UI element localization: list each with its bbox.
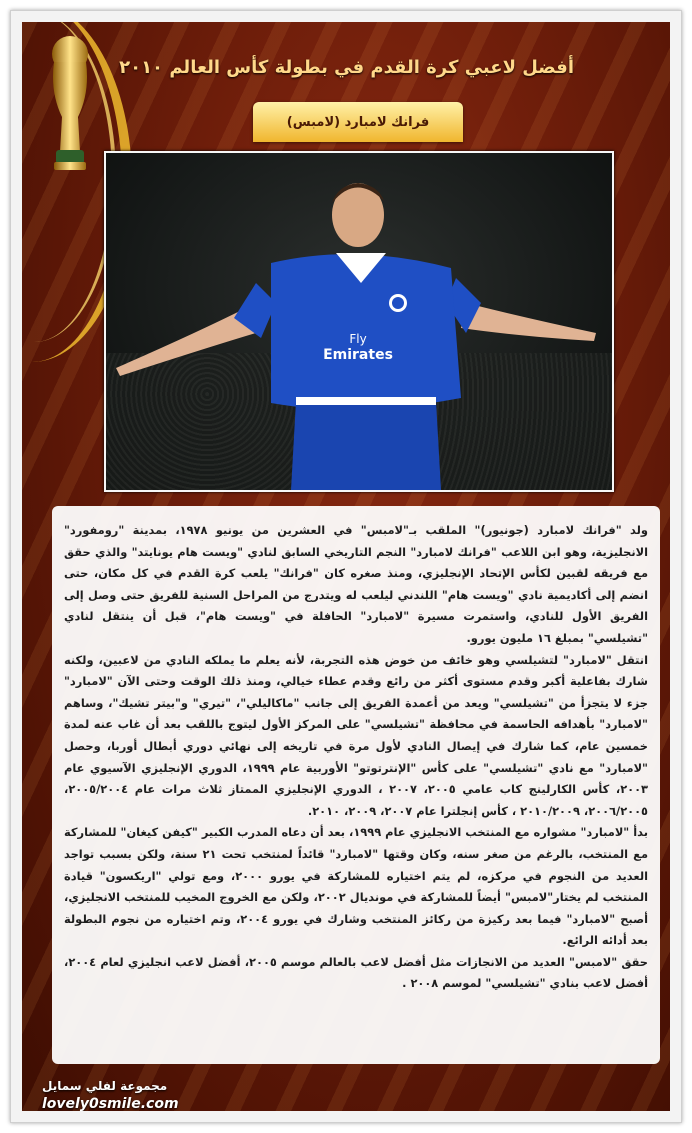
player-photo	[104, 151, 614, 492]
site-link[interactable]: lovely0smile.com	[42, 1096, 179, 1111]
page-frame	[10, 10, 682, 1123]
group-name: مجموعة لفلي سمايل	[42, 1079, 168, 1093]
article-paragraph: ولد "فرانك لامبارد (جونيور)" الملقب بـ"لامبس" في العشرين من يونيو ١٩٧٨، بمدينة "رومفورد" الانجليزية، وهو ابن اللاعب "فرانك لامبارد" النجم التاريخي السابق لنادي "ويست هام يونايتد" والذي حقق مع فريقه لقبين لكأس الإتحاد الإنجليزي، ومنذ صغره كان "فرانك" يلعب كرة القدم في كل مكان، حتى انضم إلى أكاديمية نادي "ويست هام" اللندني ليلعب له ويتدرج من المراحل السنية للفريق حتى وصل إلى الفريق الأول للنادي، واستمرت مسيرة "لامبارد" الحافلة في "ويست هام"، قبل أن ينتقل لنادي "تشيلسي" بمبلغ ١٦ مليون يورو.	[64, 523, 648, 645]
content-panel	[22, 22, 670, 1111]
shirt-sponsor-line-1: Fly	[349, 332, 367, 346]
world-cup-trophy-icon	[42, 32, 98, 182]
article-paragraph: انتقل "لامبارد" لتشيلسي وهو خائف من خوض هذه التجربة، لأنه يعلم ما يملكه النادي من لاعبين، ولكنه شارك بفاعلية أكبر وقدم مستوى أكثر من رائع وقدم عطاء خيالي، ومنذ ذلك الوقت وحتى الآن "لامبارد" جزء لا يتجزأ من "تشيلسي" ويعد من أعمدة الفريق إلى جانب "ماكاليلي"، "تيري" و"بيتر تشيك"، وساهم "لامبارد" بأهدافه الحاسمة في محافظة "تشيلسي" على المركز الأول ليتوج باللقب بعد أن غاب عنه لمدة خمسين عام، كما شارك في إيصال النادي لأول مرة في تاريخه إلى نهائي دوري أبطال أوربا، وحصل "لامبارد" مع نادي "تشيلسي" على كأس "الإنترتوتو" الأوربية عام ١٩٩٩، الدوري الإنجليزي الآسيوي عام ٢٠٠٣، كأس الكارلينج كاب عامي ٢٠٠٥، ٢٠٠٧ ، الدوري الإنجليزي الممتاز ثلاث مرات عام ٢٠٠٥/٢٠٠٤، ٢٠٠٦/٢٠٠٥، ٢٠١٠/٢٠٠٩ ، كأس إنجلترا عام ٢٠٠٧، ٢٠٠٩، ٢٠١٠.	[64, 652, 649, 818]
article-paragraph: حقق "لامبس" العديد من الانجازات مثل أفضل لاعب بالعالم موسم ٢٠٠٥، أفضل لاعب انجليزي لعام ٢٠٠٤، أفضل لاعب بنادي "تشيلسي" لموسم ٢٠٠٨ .	[64, 954, 648, 991]
article-paragraph: بدأ "لامبارد" مشواره مع المنتخب الانجليزي عام ١٩٩٩، بعد أن دعاه المدرب الكبير "كيفن كيغان" للمشاركة مع المنتخب، بالرغم من صغر سنه، وكان وقتها "لامبارد" قائداً لمنتخب تحت ٢١ سنة، ولكن بسبب تواجد العديد من النجوم في مركزه، لم يتم اختياره للمشاركة في يورو ٢٠٠٠، ومع تولي "اريكسون" قيادة المنتخب لم يختار"لامبس" أيضاً للمشاركة في مونديال ٢٠٠٢، ولكن مع الخروج المخيب للمنتخب الانجليزي، أصبح "لامبارد" فيما بعد ركيزة من ركائز المنتخب وشارك في يورو ٢٠٠٤، وتم اختياره من نجوم البطولة بعد أدائه الرائع.	[64, 825, 649, 948]
shirt-sponsor-line-2: Emirates	[323, 347, 393, 363]
player-figure	[106, 153, 612, 490]
page-title: أفضل لاعبي كرة القدم في بطولة كأس العالم ٢٠١٠	[119, 57, 574, 78]
article-text	[52, 506, 660, 1064]
site-footer	[42, 1077, 179, 1111]
player-name-tab: فرانك لامبارد (لامبس)	[253, 102, 463, 142]
